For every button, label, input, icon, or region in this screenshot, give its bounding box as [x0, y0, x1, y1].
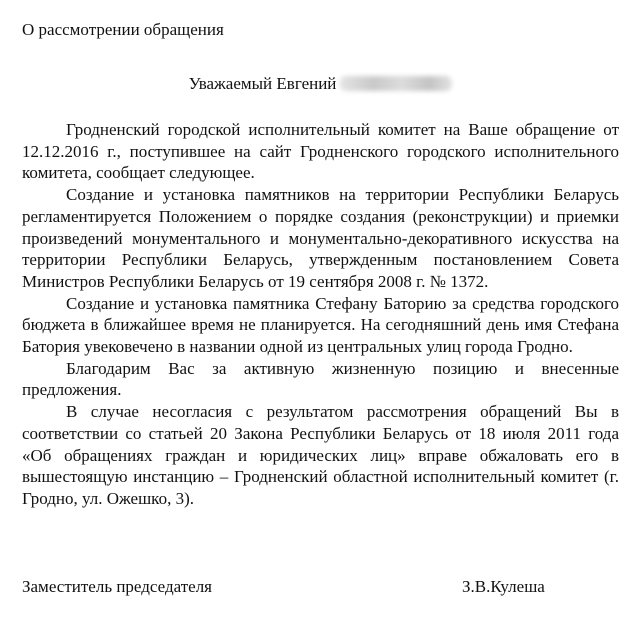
redacted-surname [340, 76, 452, 91]
letter-body [22, 119, 619, 510]
paragraph-monument-plan: Создание и установка памятника Стефану Баторию за средства городского бюджета в ближайшее время не планируется. На сегодняшний день имя Стефана Батория увековечено в названии одной из центральных улиц города Гродно. [22, 293, 619, 357]
paragraph-thanks: Благодарим Вас за активную жизненную позицию и внесенные предложения. [22, 358, 619, 400]
salutation-text: Уважаемый Евгений [188, 74, 337, 93]
salutation [0, 73, 641, 95]
signatory-name: З.В.Кулеша [462, 577, 545, 596]
signatory-role: Заместитель председателя [22, 577, 212, 596]
paragraph-appeal-rights: В случае несогласия с результатом рассмотрения обращений Вы в соответствии со статьей 20 Закона Республики Беларусь от 18 июля 2011 года «Об обращениях граждан и юридических лиц» вправе обжаловать его в вышестоящую инстанцию – Гродненский областной исполнительный комитет (г. Гродно, ул. Ожешко, 3). [22, 402, 619, 508]
paragraph-response-intro: Гродненский городской исполнительный комитет на Ваше обращение от 12.12.2016 г., поступившее на сайт Гродненского городского исполнительного комитета, сообщает следующее. [22, 120, 619, 183]
letter-subject: О рассмотрении обращения [22, 20, 224, 39]
paragraph-regulation: Создание и установка памятников на территории Республики Беларусь регламентируется Положением о порядке создания (реконструкции) и приемки произведений монументального и монументально-декоративного искусства на территории Республики Беларусь, утвержденным постановлением Совета Министров Республики Беларусь от 19 сентября 2008 г. № 1372. [22, 185, 619, 291]
